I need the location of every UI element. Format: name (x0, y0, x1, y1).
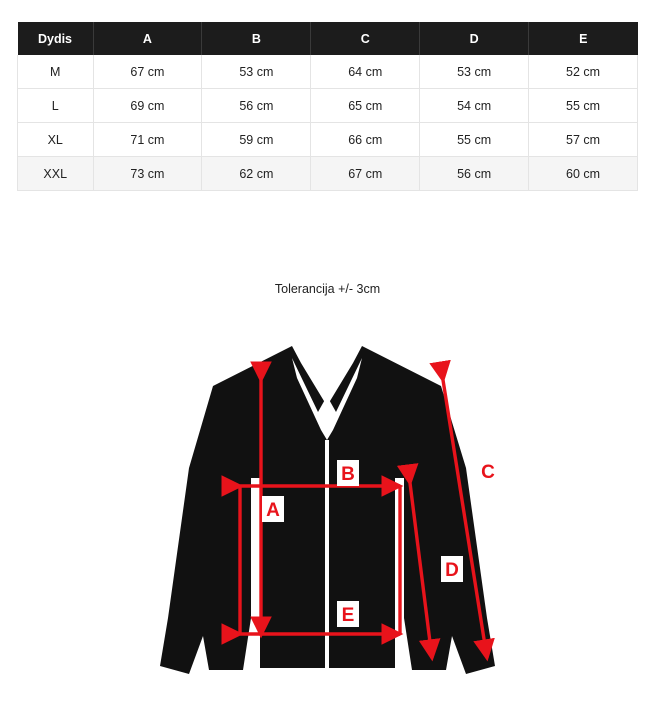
table-cell-e: 52 cm (529, 55, 638, 89)
table-header-cell-d: D (420, 22, 529, 55)
table-cell-c: 64 cm (311, 55, 420, 89)
table-cell-b: 56 cm (202, 89, 311, 123)
table-row (18, 123, 638, 157)
table-cell-a: 73 cm (93, 157, 202, 191)
size-table-body (18, 55, 638, 191)
tolerance-note: Tolerancija +/- 3cm (274, 282, 381, 296)
table-row (18, 89, 638, 123)
table-header-cell-c: C (311, 22, 420, 55)
table-row (18, 157, 638, 191)
table-cell-size: M (18, 55, 94, 89)
table-cell-a: 71 cm (93, 123, 202, 157)
table-cell-e: 60 cm (529, 157, 638, 191)
table-cell-b: 59 cm (202, 123, 311, 157)
table-cell-b: 53 cm (202, 55, 311, 89)
size-table-container (17, 22, 638, 191)
table-cell-a: 69 cm (93, 89, 202, 123)
table-cell-d: 54 cm (420, 89, 529, 123)
table-header-cell-b: B (202, 22, 311, 55)
table-header-cell-a: A (93, 22, 202, 55)
table-cell-d: 53 cm (420, 55, 529, 89)
table-cell-b: 62 cm (202, 157, 311, 191)
label-b: B (341, 464, 355, 485)
table-cell-a: 67 cm (93, 55, 202, 89)
table-cell-e: 55 cm (529, 89, 638, 123)
table-cell-e: 57 cm (529, 123, 638, 157)
table-header-cell-e: E (529, 22, 638, 55)
label-c: C (481, 462, 495, 483)
table-cell-size: XXL (18, 157, 94, 191)
table-header-cell-size: Dydis (18, 22, 94, 55)
table-row (18, 55, 638, 89)
table-cell-d: 56 cm (420, 157, 529, 191)
table-cell-size: L (18, 89, 94, 123)
table-header-row (18, 22, 638, 55)
label-e: E (341, 605, 355, 626)
table-cell-c: 65 cm (311, 89, 420, 123)
left-sleeve-seam (251, 478, 260, 668)
table-cell-c: 67 cm (311, 157, 420, 191)
label-d: D (445, 560, 459, 581)
label-a: A (266, 500, 280, 521)
table-cell-size: XL (18, 123, 94, 157)
garment-measurement-diagram (0, 318, 655, 688)
size-table-head (18, 22, 638, 55)
size-table (17, 22, 638, 191)
table-cell-d: 55 cm (420, 123, 529, 157)
table-cell-c: 66 cm (311, 123, 420, 157)
